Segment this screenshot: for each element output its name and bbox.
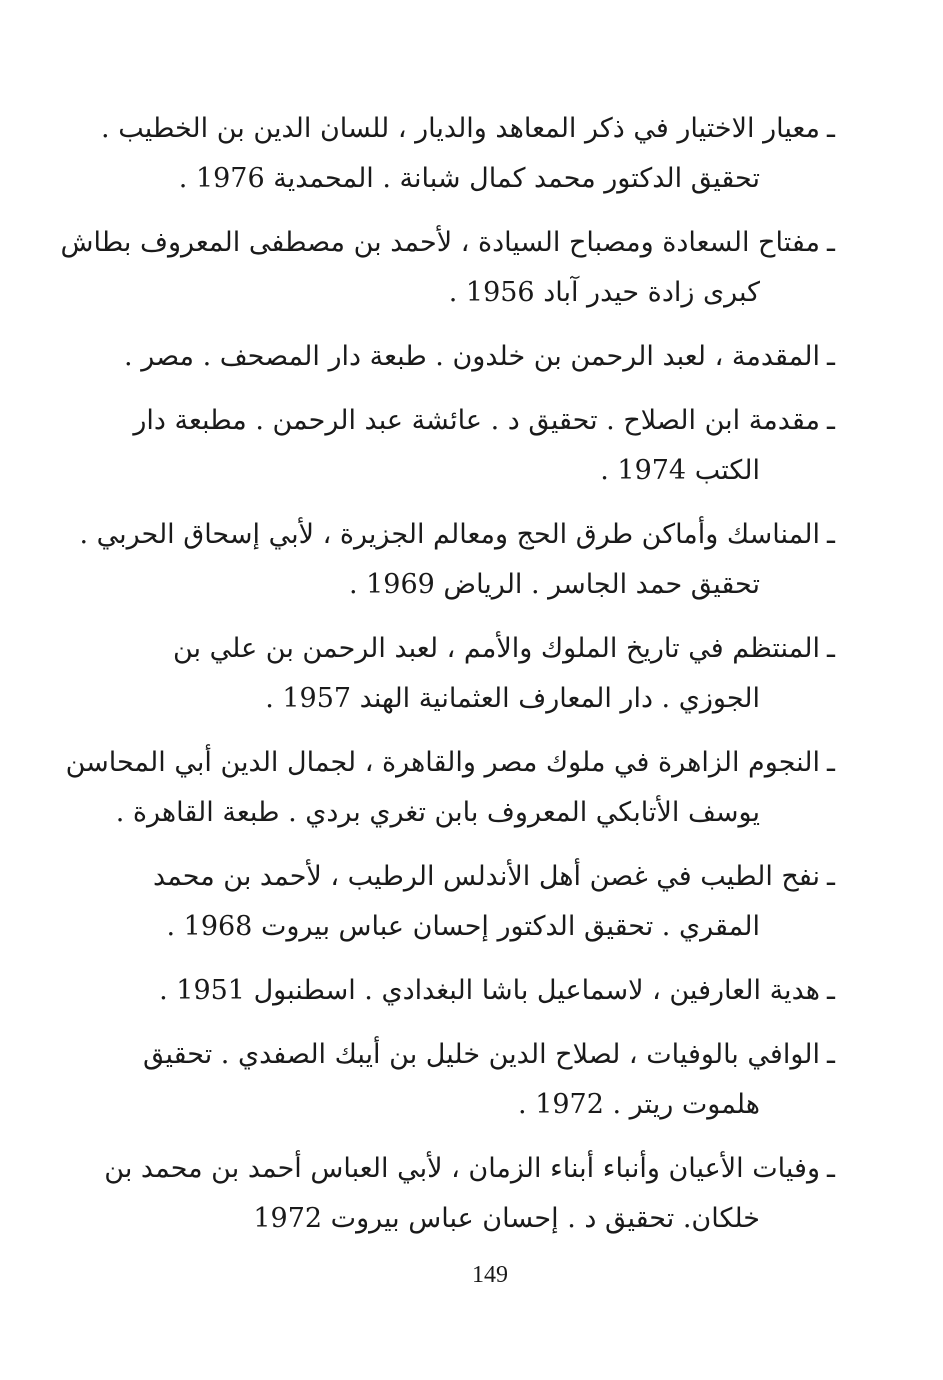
entry-line-2: خلكان. تحقيق د . إحسان عباس بيروت 1972 (253, 1203, 760, 1234)
entry-dash: ـ (827, 405, 835, 436)
entry-dash: ـ (827, 1153, 835, 1184)
page-number: 149 (472, 1262, 508, 1288)
bibliography-entry (101, 104, 842, 204)
bibliography-entry (130, 966, 842, 1016)
entry-line-2: الجوزي . دار المعارف العثمانية الهند 1957 . (265, 683, 760, 714)
entry-dash: ـ (827, 227, 835, 258)
entry-dash: ـ (827, 747, 835, 778)
bibliography-entry (130, 624, 842, 724)
entry-line-1 (60, 218, 842, 268)
entry-text: النجوم الزاهرة في ملوك مصر والقاهرة ، لجمال الدين أبي المحاسن (65, 747, 820, 778)
entry-text: مفتاح السعادة ومصباح السيادة ، لأحمد بن مصطفى المعروف بطاش (60, 227, 820, 258)
entry-text: نفح الطيب في غصن أهل الأندلس الرطيب ، لأحمد بن محمد (153, 861, 820, 892)
entry-line-2: الكتب 1974 . (600, 455, 760, 486)
entry-dash: ـ (827, 1039, 835, 1070)
entry-line-1 (65, 738, 842, 788)
bibliography-entry (104, 1144, 842, 1244)
entry-line-2: كبرى زادة حيدر آباد 1956 . (448, 277, 760, 308)
entry-dash: ـ (827, 519, 835, 550)
entry-text: هدية العارفين ، لاسماعيل باشا البغدادي . اسطنبول 1951 . (159, 975, 820, 1006)
entry-line-1 (104, 1144, 842, 1194)
entry-line-2: تحقيق الدكتور محمد كمال شبانة . المحمدية 1976 . (178, 163, 760, 194)
entry-text: معيار الاختيار في ذكر المعاهد والديار ، للسان الدين بن الخطيب . (101, 113, 820, 144)
entry-dash: ـ (827, 341, 835, 372)
entry-line-2: يوسف الأتابكي المعروف بابن تغري بردي . طبعة القاهرة . (115, 797, 760, 828)
entry-dash: ـ (827, 861, 835, 892)
entry-line-2: تحقيق حمد الجاسر . الرياض 1969 . (348, 569, 760, 600)
entry-dash: ـ (827, 113, 835, 144)
bibliography-entry (124, 332, 842, 382)
entry-text: المنتظم في تاريخ الملوك والأمم ، لعبد الرحمن بن علي بن (172, 633, 820, 664)
entry-dash: ـ (827, 633, 835, 664)
bibliography-entry (130, 852, 842, 952)
bibliography-entry (130, 396, 842, 496)
bibliography-entry (60, 218, 842, 318)
entry-line-1 (130, 852, 842, 902)
entry-line-1 (130, 396, 842, 446)
entry-line-1 (130, 966, 842, 1016)
entry-text: المناسك وأماكن طرق الحج ومعالم الجزيرة ، لأبي إسحاق الحربي . (79, 519, 820, 550)
bibliography-entry (79, 510, 842, 610)
entry-line-1 (79, 510, 842, 560)
entry-text: المقدمة ، لعبد الرحمن بن خلدون . طبعة دار المصحف . مصر . (124, 341, 820, 372)
entry-text: الوافي بالوفيات ، لصلاح الدين خليل بن أيبك الصفدي . تحقيق (142, 1039, 820, 1070)
entry-text: مقدمة ابن الصلاح . تحقيق د . عائشة عبد الرحمن . مطبعة دار (133, 405, 820, 436)
entry-line-2: المقري . تحقيق الدكتور إحسان عباس بيروت 1968 . (166, 911, 760, 942)
bibliography-list (60, 104, 842, 1258)
entry-line-1 (124, 332, 842, 382)
entry-text: وفيات الأعيان وأنباء أبناء الزمان ، لأبي العباس أحمد بن محمد بن (104, 1153, 820, 1184)
entry-line-1 (130, 624, 842, 674)
bibliography-entry (130, 1030, 842, 1130)
entry-line-2: هلموت ريتر . 1972 . (518, 1089, 760, 1120)
entry-line-1 (101, 104, 842, 154)
entry-line-1 (130, 1030, 842, 1080)
bibliography-entry (65, 738, 842, 838)
entry-dash: ـ (827, 975, 835, 1006)
